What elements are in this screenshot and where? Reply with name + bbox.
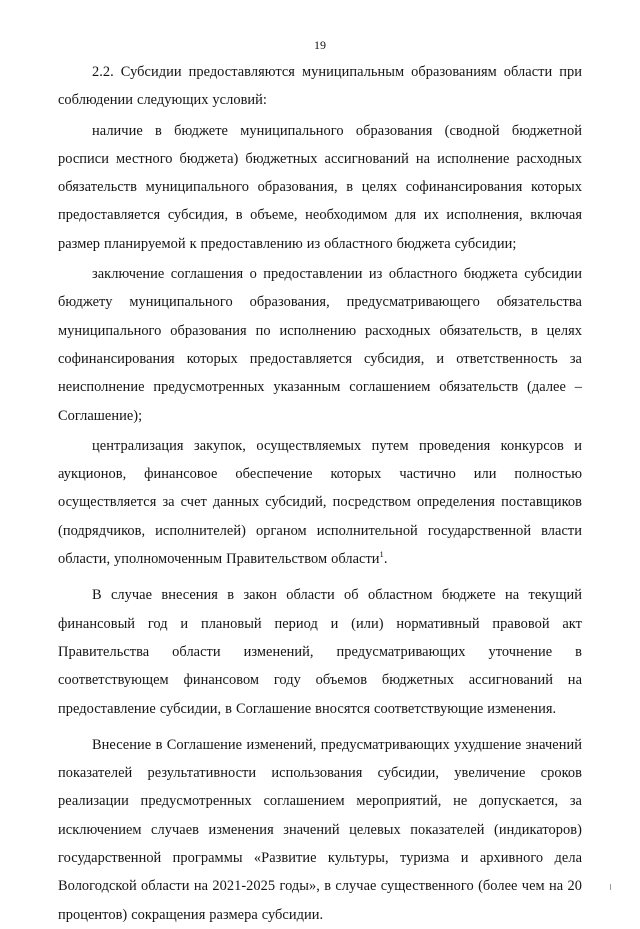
page-number: 19 — [314, 38, 326, 52]
scan-edge-mark — [610, 884, 611, 890]
paragraph-procurement-end: . — [383, 551, 388, 568]
footnote-reference: 1 — [379, 549, 384, 560]
paragraph-procurement — [58, 432, 582, 573]
paragraph-budget-allocation: наличие в бюджете муниципального образования (сводной бюджетной росписи местного бюджета) бюджетных ассигнований на исполнение расходных обязательств муниципального образования, в целях софинансирования которых предоставляется субсидия, в объеме, необходимом для их исполнения, включая размер планируемой к предоставлению из областного бюджета субсидии; — [58, 122, 582, 252]
document-body — [58, 58, 582, 929]
paragraph-budget-law-changes: В случае внесения в закон области об областном бюджете на текущий финансовый год и плановый период и (или) нормативный правовой акт Правительства области изменений, предусматривающих уточнение в соответствующем финансовом году объемов бюджетных ассигнований на предоставление субсидии, в Соглашение вносятся соответствующие изменения. — [58, 587, 582, 717]
paragraph-procurement-text: централизация закупок, осуществляемых путем проведения конкурсов и аукционов, финансовое обеспечение которых частично или полностью осуществляется за счет данных субсидий, посредством определения поставщиков (подрядчиков, исполнителей) органом исполнительной государственной власти области, уполномоченным Правительством области — [58, 437, 582, 568]
paragraph-subsidy-conditions: 2.2. Субсидии предоставляются муниципальным образованиям области при соблюдении следующих условий: — [58, 64, 582, 109]
paragraph-agreement-changes: Внесение в Соглашение изменений, предусматривающих ухудшение значений показателей результативности использования субсидии, увеличение сроков реализации предусмотренных соглашением мероприятий, не допускается, за исключением случаев изменения значений целевых показателей (индикаторов) государственной программы «Развитие культуры, туризма и архивного дела Вологодской области на 2021-2025 годы», в случае существенного (более чем на 20 процентов) сокращения размера субсидии. — [58, 736, 582, 923]
paragraph-agreement: заключение соглашения о предоставлении из областного бюджета субсидии бюджету муниципального образования, предусматривающего обязательства муниципального образования по исполнению расходных обязательств, в целях софинансирования которых предоставляется субсидия, и ответственность за неисполнение предусмотренных указанным соглашением обязательств (далее – Соглашение); — [58, 266, 582, 424]
